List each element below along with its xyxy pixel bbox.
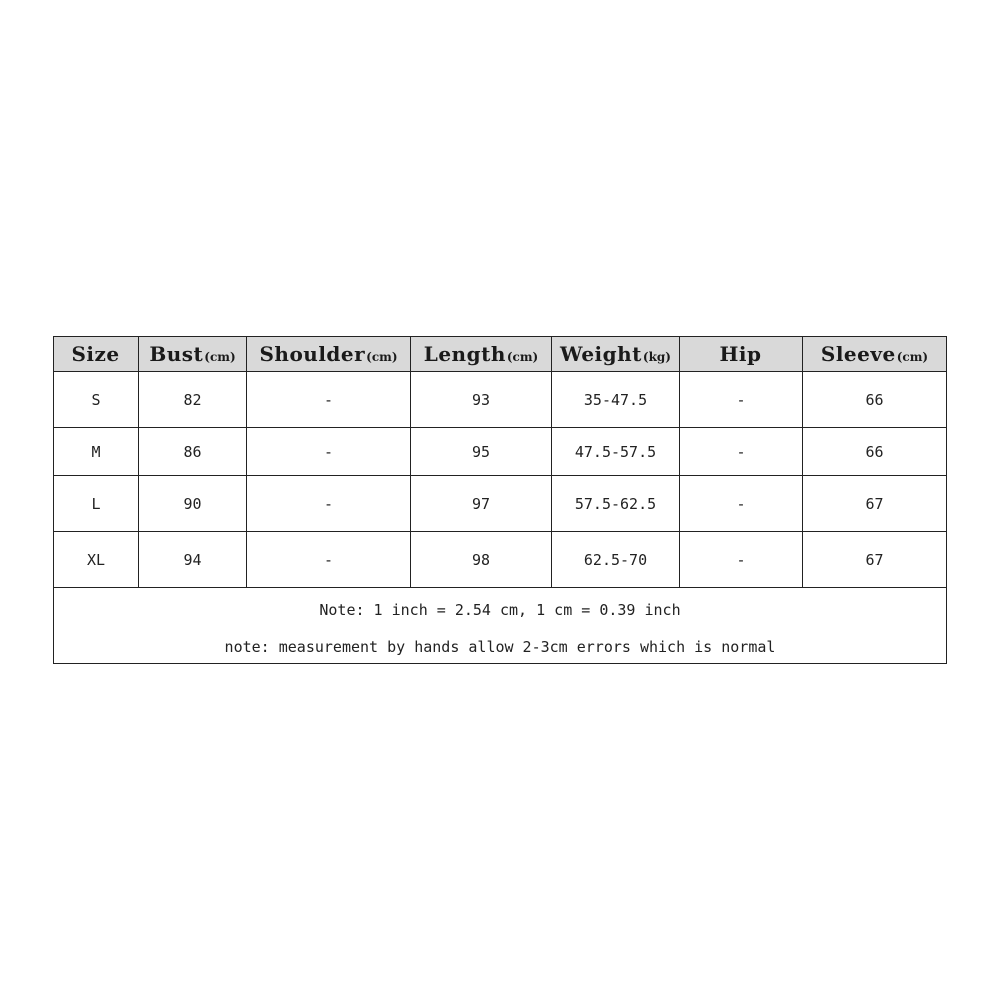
cell-shoulder: -: [247, 428, 411, 476]
cell-sleeve: 67: [803, 476, 947, 532]
table-row: [54, 532, 947, 588]
table-row: [54, 428, 947, 476]
measurement-note: note: measurement by hands allow 2-3cm errors which is normal: [224, 637, 776, 656]
table-row: [54, 476, 947, 532]
cell-size: S: [54, 372, 139, 428]
cell-hip: -: [680, 532, 803, 588]
header-row: [54, 337, 947, 372]
header-bust: Bust(cm): [139, 337, 247, 372]
cell-shoulder: -: [247, 476, 411, 532]
header-size: Size: [54, 337, 139, 372]
cell-hip: -: [680, 372, 803, 428]
header-sleeve: Sleeve(cm): [803, 337, 947, 372]
cell-weight: 57.5-62.5: [552, 476, 680, 532]
notes-cell: [54, 588, 947, 664]
cell-bust: 82: [139, 372, 247, 428]
cell-sleeve: 67: [803, 532, 947, 588]
cell-hip: -: [680, 428, 803, 476]
header-shoulder: Shoulder(cm): [247, 337, 411, 372]
conversion-note: Note: 1 inch = 2.54 cm, 1 cm = 0.39 inch: [319, 600, 681, 619]
header-hip: Hip: [680, 337, 803, 372]
cell-shoulder: -: [247, 532, 411, 588]
cell-length: 97: [411, 476, 552, 532]
cell-weight: 35-47.5: [552, 372, 680, 428]
table-row: [54, 372, 947, 428]
cell-hip: -: [680, 476, 803, 532]
cell-length: 95: [411, 428, 552, 476]
notes-row: [54, 588, 947, 664]
cell-weight: 62.5-70: [552, 532, 680, 588]
cell-length: 98: [411, 532, 552, 588]
size-chart-table: [53, 336, 947, 664]
cell-weight: 47.5-57.5: [552, 428, 680, 476]
cell-bust: 94: [139, 532, 247, 588]
cell-bust: 90: [139, 476, 247, 532]
header-weight: Weight(kg): [552, 337, 680, 372]
cell-size: XL: [54, 532, 139, 588]
cell-sleeve: 66: [803, 428, 947, 476]
cell-size: M: [54, 428, 139, 476]
cell-shoulder: -: [247, 372, 411, 428]
cell-bust: 86: [139, 428, 247, 476]
cell-size: L: [54, 476, 139, 532]
cell-sleeve: 66: [803, 372, 947, 428]
header-length: Length(cm): [411, 337, 552, 372]
cell-length: 93: [411, 372, 552, 428]
